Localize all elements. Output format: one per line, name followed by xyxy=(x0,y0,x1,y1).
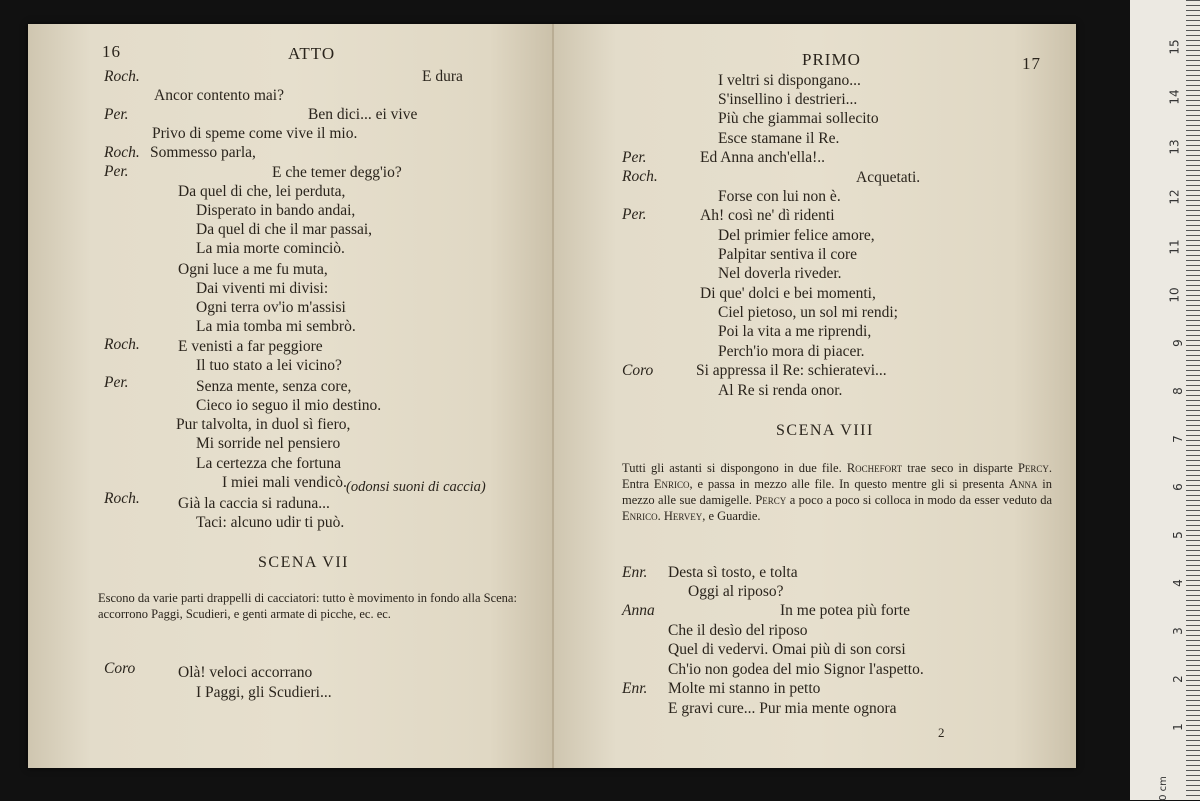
character-name: Enrico. xyxy=(622,509,661,523)
character-name: Enrico, xyxy=(653,477,693,491)
running-head-left: ATTO xyxy=(288,44,336,63)
speaker-label: Per. xyxy=(104,374,129,391)
verse-line: Già la caccia si raduna... xyxy=(178,495,330,512)
verse-line: Pur talvolta, in duol sì fiero, xyxy=(176,416,351,433)
verse-line: Dai viventi mi divisi: xyxy=(196,280,329,297)
verse-line: Cieco io seguo il mio destino. xyxy=(196,397,382,414)
verse-line: Il tuo stato a lei vicino? xyxy=(196,357,342,374)
verse-line: Ch'io non godea del mio Signor l'aspetto. xyxy=(668,661,924,678)
verse-line: E venisti a far peggiore xyxy=(178,338,323,355)
verse-line: Ciel pietoso, un sol mi rendi; xyxy=(718,304,898,321)
speaker-label: Roch. xyxy=(104,336,140,353)
stage-text: trae seco in disparte xyxy=(907,461,1013,475)
verse-line: Poi la vita a me riprendi, xyxy=(718,323,872,340)
character-name: Percy xyxy=(755,493,787,507)
ruler-mark: 15 xyxy=(1167,39,1182,55)
stage-direction xyxy=(622,460,1052,524)
speaker-label: Anna xyxy=(622,602,655,619)
stage-text: Entra xyxy=(622,477,650,491)
stage-aside: (odonsi suoni di caccia) xyxy=(346,479,486,495)
stage-text: in mezzo alle sue damigelle. xyxy=(622,477,1053,507)
character-name: Anna xyxy=(1008,477,1038,491)
stage-text: Tutti gli astanti si dispongono in due file. xyxy=(622,461,842,475)
verse-line: Sommesso parla, xyxy=(150,144,256,161)
scene-heading: SCENA VIII xyxy=(776,422,874,439)
verse-line: Molte mi stanno in petto xyxy=(668,680,821,697)
verse-line: I veltri si dispongano... xyxy=(718,72,861,89)
stage-text: e passa in mezzo alle file. In questo mentre gli si presenta xyxy=(697,477,1005,491)
character-name: Hervey, xyxy=(663,509,706,523)
verse-line: Disperato in bando andai, xyxy=(196,202,356,219)
verse-line: Senza mente, senza core, xyxy=(196,378,352,395)
ruler-mark: 7 xyxy=(1171,435,1186,443)
verse-line: Ancor contento mai? xyxy=(154,87,284,104)
verse-line: Di que' dolci e bei momenti, xyxy=(700,285,876,302)
verse-line: S'insellino i destrieri... xyxy=(718,91,858,108)
verse-line: Si appressa il Re: schieratevi... xyxy=(696,362,887,379)
page-left xyxy=(28,24,554,768)
signature-mark: 2 xyxy=(938,725,945,740)
verse-line: Nel doverla riveder. xyxy=(718,265,842,282)
speaker-label: Coro xyxy=(622,362,654,379)
speaker-label: Enr. xyxy=(622,680,648,697)
ruler-mark: 3 xyxy=(1171,627,1186,635)
running-head-right: PRIMO xyxy=(802,50,861,69)
verse-line: I Paggi, gli Scudieri... xyxy=(196,684,332,701)
verse-line: I miei mali vendicò. xyxy=(222,474,347,491)
stage-text: a poco a poco si colloca in modo da esser veduto da xyxy=(789,493,1053,507)
speaker-label: Per. xyxy=(622,206,647,223)
verse-line: Ed Anna anch'ella!.. xyxy=(700,149,826,166)
verse-line: E gravi cure... Pur mia mente ognora xyxy=(668,700,897,717)
ruler-mark: 11 xyxy=(1167,239,1182,255)
stage-text: e Guardie. xyxy=(708,509,761,523)
verse-line: Perch'io mora di piacer. xyxy=(718,343,865,360)
verse-line: Ogni luce a me fu muta, xyxy=(178,261,328,278)
verse-line: Mi sorride nel pensiero xyxy=(196,435,341,452)
verse-line: Palpitar sentiva il core xyxy=(718,246,858,263)
speaker-label: Enr. xyxy=(622,564,648,581)
open-book xyxy=(28,24,1076,768)
ruler-mark: 12 xyxy=(1167,189,1182,205)
ruler-mark: 8 xyxy=(1171,387,1186,395)
speaker-label: Roch. xyxy=(104,144,140,161)
verse-line: In me potea più forte xyxy=(780,602,910,619)
verse-line: Ah! così ne' dì ridenti xyxy=(700,207,835,224)
ruler-mark: 5 xyxy=(1171,531,1186,539)
verse-line: E dura xyxy=(422,68,463,85)
verse-line: Ogni terra ov'io m'assisi xyxy=(196,299,346,316)
page-number-left: 16 xyxy=(102,42,121,61)
verse-line: Del primier felice amore, xyxy=(718,227,875,244)
ruler-unit-label: 0 cm xyxy=(1158,776,1170,801)
verse-line: Che il desìo del riposo xyxy=(668,622,808,639)
verse-line: Da quel di che, lei perduta, xyxy=(178,183,346,200)
verse-line: Acquetati. xyxy=(856,169,921,186)
verse-line: E che temer degg'io? xyxy=(272,164,402,181)
page-number-right: 17 xyxy=(1022,54,1041,73)
scene-heading: SCENA VII xyxy=(258,554,349,571)
ruler-mark: 1 xyxy=(1171,723,1186,731)
speaker-label: Roch. xyxy=(104,490,140,507)
verse-line: Privo di speme come vive il mio. xyxy=(152,125,358,142)
speaker-label: Per. xyxy=(622,149,647,166)
measurement-ruler xyxy=(1130,0,1200,800)
verse-line: Forse con lui non è. xyxy=(718,188,841,205)
verse-line: Da quel di che il mar passai, xyxy=(196,221,373,238)
ruler-mark: 9 xyxy=(1171,339,1186,347)
verse-line: La mia morte cominciò. xyxy=(196,240,345,257)
speaker-label: Per. xyxy=(104,163,129,180)
speaker-label: Coro xyxy=(104,660,136,677)
verse-line: Taci: alcuno udir ti può. xyxy=(196,514,345,531)
verse-line: Ben dici... ei vive xyxy=(308,106,418,123)
character-name: Percy. xyxy=(1017,461,1053,475)
ruler-mark: 13 xyxy=(1167,139,1182,155)
verse-line: Più che giammai sollecito xyxy=(718,110,879,127)
ruler-mark: 2 xyxy=(1171,675,1186,683)
speaker-label: Roch. xyxy=(104,68,140,85)
ruler-mark: 6 xyxy=(1171,483,1186,491)
verse-line: Olà! veloci accorrano xyxy=(178,664,313,681)
page-right xyxy=(554,24,1076,768)
verse-line: La certezza che fortuna xyxy=(196,455,341,472)
verse-line: Oggi al riposo? xyxy=(688,583,784,600)
verse-line: Quel di vedervi. Omai più di son corsi xyxy=(668,641,906,658)
verse-line: Desta sì tosto, e tolta xyxy=(668,564,798,581)
verse-line: Al Re si renda onor. xyxy=(718,382,843,399)
speaker-label: Per. xyxy=(104,106,129,123)
ruler-mark: 10 xyxy=(1167,287,1182,303)
ruler-mark: 4 xyxy=(1171,579,1186,587)
ruler-mark: 14 xyxy=(1167,89,1182,105)
character-name: Rochefort xyxy=(846,461,903,475)
verse-line: Esce stamane il Re. xyxy=(718,130,840,147)
stage-direction: Escono da varie parti drappelli di cacciatori: tutto è movimento in fondo alla Scena: accorrono Paggi, Scudieri, e genti armate di picche, ec. ec. xyxy=(98,591,517,621)
speaker-label: Roch. xyxy=(622,168,658,185)
verse-line: La mia tomba mi sembrò. xyxy=(196,318,356,335)
